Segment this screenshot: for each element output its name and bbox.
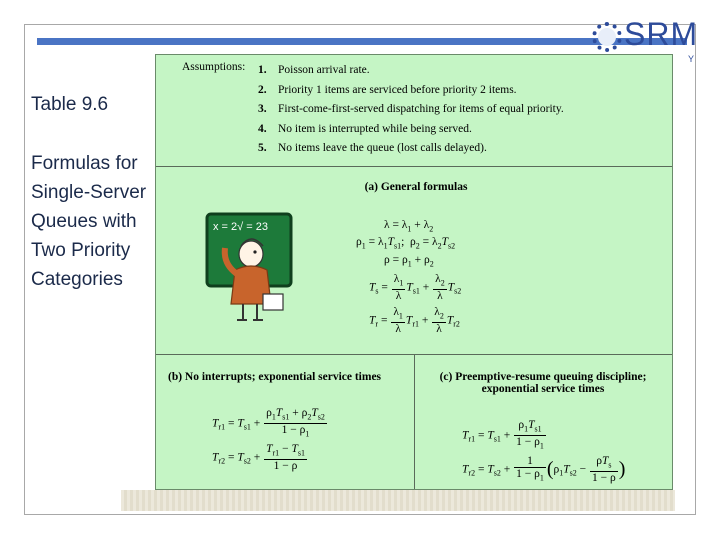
- table-caption: Formulas for Single-Server Queues with Two Priority Categories: [31, 153, 147, 290]
- section-b-title: (b) No interrupts; exponential service times: [168, 371, 382, 383]
- table-number: Table 9.6: [31, 94, 109, 115]
- general-formulas-title: (a) General formulas: [364, 181, 468, 193]
- section-c-title: (c) Preemptive-resume queuing discipline; exponential service times: [439, 371, 647, 395]
- formula-tr: $T_r$ = $\frac{\lambda_1}{\lambda}$ $T_{r1}$ + $\frac{\lambda_2}{\lambda}$ $T_{r2}$: [369, 306, 460, 336]
- logo-text: SRM: [624, 20, 699, 52]
- assumption-item: 4. No item is interrupted while being served.: [258, 122, 472, 135]
- header-accent-bar: [37, 38, 687, 45]
- formula-tr1-c: $T_{r1} = T_{s1}$ + $\frac{\rho_1T_{s1}}{1 - \rho_1}$: [462, 419, 544, 451]
- formula-tr1-b: $T_{r1} = T_{s1}$ + $\frac{\rho_1T_{s1} + \rho_2T_{s2}}{1 - \rho_1}$: [212, 407, 325, 439]
- teacher-at-blackboard-illustration: [205, 210, 295, 330]
- divider: [156, 166, 672, 167]
- formula-lambda: $\lambda = \lambda_1 + \lambda_2$: [384, 219, 434, 234]
- formula-tr2-b: $T_{r2} = T_{s2}$ + $\frac{T_{r1} - T_{s1}}{1 - \rho}$: [212, 443, 305, 473]
- formula-ts: $T_s$ = $\frac{\lambda_1}{\lambda}$ $T_{s1}$ + $\frac{\lambda_2}{\lambda}$ $T_{s2}$: [369, 273, 462, 303]
- assumption-item: 3. First-come-first-served dispatching for items of equal priority.: [258, 103, 564, 115]
- assumptions-label: Assumptions:: [182, 61, 246, 73]
- logo-tiny-text: Y: [688, 54, 695, 64]
- formula-rho-components: $\rho_1 = \lambda_1T_{s1}$; $\rho_2 = \lambda_2T_{s2}$: [356, 236, 456, 251]
- formula-rho: $\rho = \rho_1 + \rho_2$: [384, 254, 434, 269]
- blackboard-text: x = 2√ = 23: [213, 221, 268, 233]
- assumption-item: 2. Priority 1 items are serviced before priority 2 items.: [258, 83, 517, 96]
- formula-tr2-c: $T_{r2} = T_{s2}$ + $\frac{1}{1 - \rho_1}$ ($\rho_1T_{s2}$ − $\frac{\rho T_s}{1 - \rho}$ ): [462, 455, 626, 485]
- bottom-decorative-stripe: [121, 490, 675, 511]
- slide-title: [31, 90, 151, 294]
- assumption-item: 5. No items leave the queue (lost calls delayed).: [258, 142, 487, 154]
- assumption-item: 1. Poisson arrival rate.: [258, 64, 370, 76]
- assumptions-list: [258, 61, 564, 159]
